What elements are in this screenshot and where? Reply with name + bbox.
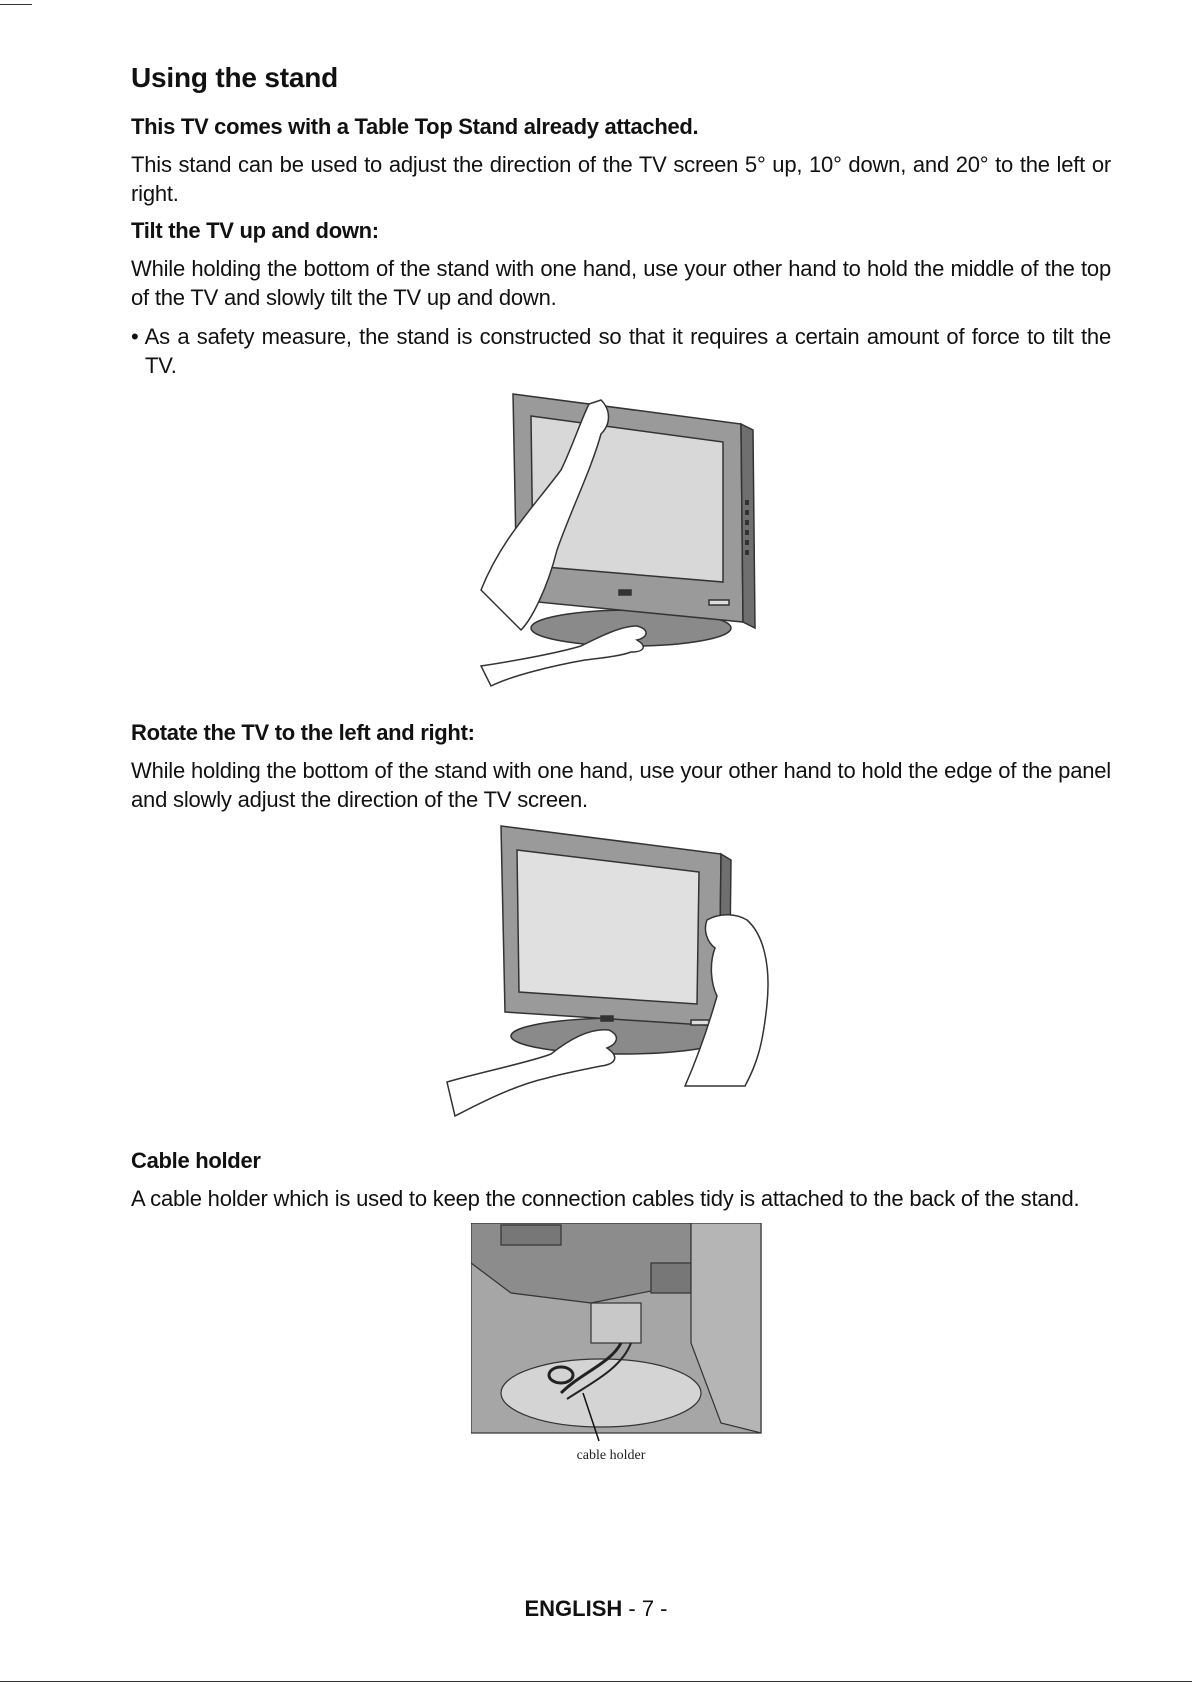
- page-title: Using the stand: [131, 62, 339, 93]
- footer-language: ENGLISH: [524, 1596, 623, 1621]
- tilt-text: While holding the bottom of the stand with one hand, use your other hand to hold the middle of the top of the TV and slowly tilt the TV up and down.: [131, 256, 1111, 310]
- rotate-heading: Rotate the TV to the left and right:: [131, 720, 475, 745]
- intro-heading: This TV comes with a Table Top Stand already attached.: [131, 114, 699, 139]
- cable-heading: Cable holder: [131, 1148, 261, 1173]
- tilt-safety-note: • As a safety measure, the stand is constructed so that it requires a certain amount of force to tilt the TV.: [131, 324, 1111, 378]
- page-footer: [0, 1596, 1192, 1622]
- footer-page-number: - 7 -: [628, 1596, 668, 1621]
- tilt-heading: Tilt the TV up and down:: [131, 218, 379, 243]
- rotate-text: While holding the bottom of the stand with one hand, use your other hand to hold the edge of the panel and slowly adjust the direction of the TV screen.: [131, 758, 1111, 812]
- cable-text: A cable holder which is used to keep the connection cables tidy is attached to the back of the stand.: [131, 1186, 1080, 1211]
- page-content: [131, 62, 1111, 1463]
- tilt-tv-illustration: [461, 390, 781, 708]
- intro-text: This stand can be used to adjust the direction of the TV screen 5° up, 10° down, and 20° to the left or right.: [131, 152, 1111, 206]
- rotate-tv-illustration: [441, 824, 801, 1134]
- corner-crop-mark: [0, 4, 32, 5]
- bottom-divider: [0, 1681, 1192, 1682]
- cable-holder-label: cable holder: [576, 1448, 646, 1463]
- cable-holder-illustration: [471, 1223, 771, 1463]
